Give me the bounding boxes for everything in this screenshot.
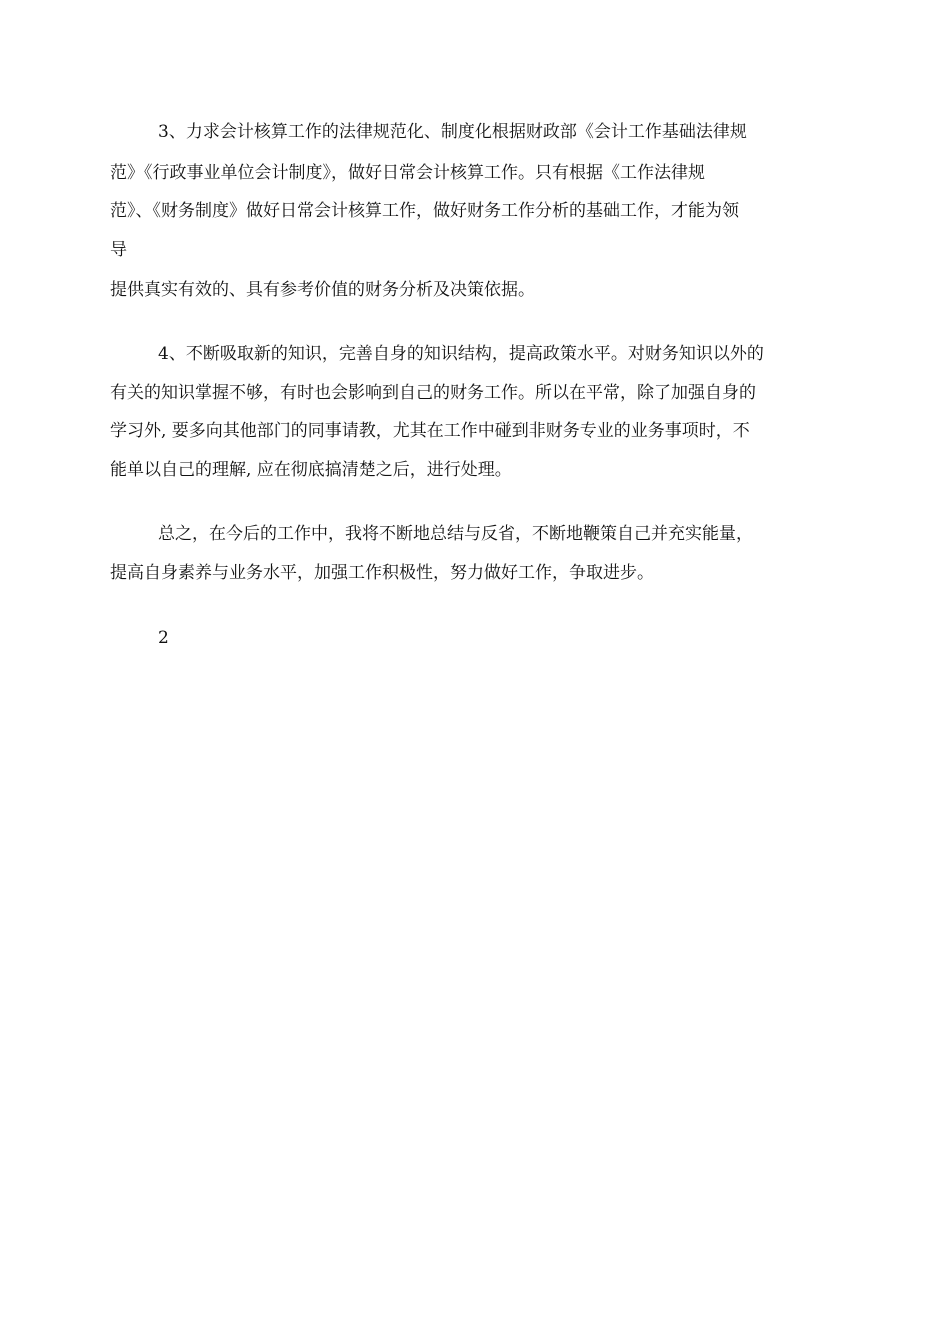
paragraph-4-line-1: 4、不断吸取新的知识，完善自身的知识结构，提高政策水平。对财务知识以外的	[158, 344, 764, 364]
paragraph-3-line-5: 提供真实有效的、具有参考价值的财务分析及决策依据。	[110, 280, 535, 300]
paragraph-4-line-2: 有关的知识掌握不够，有时也会影响到自己的财务工作。所以在平常，除了加强自身的	[110, 383, 756, 403]
summary-paragraph-line-2: 提高自身素养与业务水平，加强工作积极性，努力做好工作，争取进步。	[110, 563, 654, 583]
paragraph-3-line-2: 范》《行政事业单位会计制度》，做好日常会计核算工作。只有根据《工作法律规	[110, 163, 705, 183]
paragraph-4-line-3: 学习外, 要多向其他部门的同事请教，尤其在工作中碰到非财务专业的业务事项时，不	[110, 421, 750, 441]
paragraph-3-line-4: 导	[110, 240, 127, 260]
page-number: 2	[158, 628, 169, 648]
paragraph-3-line-3: 范》、《财务制度》做好日常会计核算工作，做好财务工作分析的基础工作，才能为领	[110, 201, 739, 221]
summary-paragraph-line-1: 总之，在今后的工作中，我将不断地总结与反省，不断地鞭策自己并充实能量，	[158, 524, 753, 544]
paragraph-3-line-1: 3、力求会计核算工作的法律规范化、制度化根据财政部《会计工作基础法律规	[158, 122, 747, 142]
paragraph-4-line-4: 能单以自己的理解, 应在彻底搞清楚之后，进行处理。	[110, 460, 512, 480]
